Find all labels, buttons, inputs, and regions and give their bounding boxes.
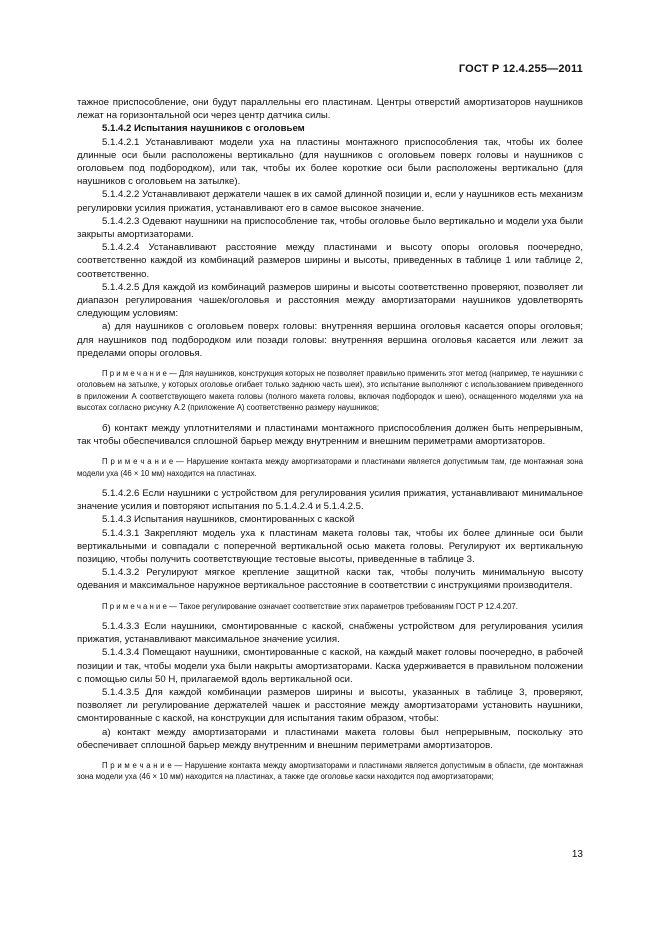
note-contact-violation: П р и м е ч а н и е — Нарушение контакта между амортизаторами и пластинами является допустимым там, где монтажная зона модели уха (46 × 10 мм) находится на пластинах. [77,457,583,478]
paragraph-continuation: тажное приспособление, они будут параллельны его пластинам. Центры отверстий амортизаторов наушников лежат на горизонтальной оси через центр датчика силы. [77,97,583,122]
section-heading-5-1-4-2: 5.1.4.2 Испытания наушников с оголовьем [102,123,305,135]
clause-5-1-4-3-3: 5.1.4.3.3 Если наушники, смонтированные с каской, снабжены устройством для регулирования усилия прижатия, устанавливают максимальное значение усилия. [77,620,583,646]
clause-5-1-4-2-2: 5.1.4.2.2 Устанавливают держатели чашек в их самой длинной позиции и, если у наушников есть механизм регулировки усилия прижатия, устанавливают его в самое высокое значение. [77,189,583,214]
clause-5-1-4-2-4: 5.1.4.2.4 Устанавливают расстояние между пластинами и высоту опоры оголовья поочередно, соответственно каждой из комбинаций размеров ширины и высоты, приведенных в таблице 1 или таблице 2, соответственно. [77,242,583,280]
list-item-b-seal-contact: б) контакт между уплотнителями и пластинами монтажного приспособления должен быть непрерывным, так чтобы обеспечивался сплошной барьер между внутренним и внешним периметрами амортизаторов. [77,422,583,447]
list-item-a-cushion-contact: а) контакт между амортизаторами и пластинами макета головы был непрерывным, поскольку это обеспечивает сплошной барьер между внутренним и внешним периметрами амортизаторов. [77,726,583,751]
section-heading-5-1-4-3: 5.1.4.3 Испытания наушников, смонтированных с каской [102,514,355,526]
clause-5-1-4-3-2: 5.1.4.3.2 Регулируют мягкое крепление защитной каски так, чтобы получить минимальную высоту одевания и максимальное наружное вертикальное расстояние в соответствии с инструкциями производителя. [77,567,583,592]
note-helmet-contact: П р и м е ч а н и е — Нарушение контакта между амортизаторами и пластинами является допустимым в области, где монтажная зона модели уха (46 × 10 мм) находится на пластинах, а также где оголовье каски находится под амортизаторами; [77,760,583,782]
clause-5-1-4-2-5: 5.1.4.2.5 Для каждой из комбинаций размеров ширины и высоты соответственно проверяют, позволяет ли диапазон регулирования чашек/оголовья и расстояния между амортизаторами наушников удовлетворять следующим условиям: [77,281,583,320]
document-body [77,96,583,783]
page-number: 13 [571,849,583,860]
clause-5-1-4-3-5: 5.1.4.3.5 Для каждой комбинации размеров ширины и высоты, указанных в таблице 3, проверяют, позволяет ли регулирование держателей чашек и расстояние между амортизаторами установить наушники, смонтированные с каской, на конструкции для испытания таким образом, чтобы: [77,686,583,725]
clause-5-1-4-3-1: 5.1.4.3.1 Закрепляют модель уха к пластинам макета головы так, чтобы их более длинные оси были вертикальными и совпадали с поперечной вертикальной осью макета головы. Регулируют их вертикальную позицию, чтобы получить соответствующие тестовые высоты, приведенные в таблице 3. [77,527,583,565]
document-standard-header: ГОСТ Р 12.4.255—2011 [458,63,583,75]
clause-5-1-4-2-6: 5.1.4.2.6 Если наушники с устройством для регулирования усилия прижатия, устанавливают минимальное значение усилия и повторяют испытания по 5.1.4.2.4 и 5.1.4.2.5. [77,487,583,513]
clause-5-1-4-3-4: 5.1.4.3.4 Помещают наушники, смонтированные с каской, на каждый макет головы поочередно, в рабочей позиции и так, чтобы модели уха были накрыты амортизаторами. Каска удерживается в правильном положении с помощью силы 50 Н, прилагаемой вдоль вертикальной оси. [77,647,583,685]
clause-5-1-4-2-3: 5.1.4.2.3 Одевают наушники на приспособление так, чтобы оголовье было вертикально и модели уха были закрыты амортизаторами. [77,215,583,241]
note-regulation-gost: П р и м е ч а н и е — Такое регулирование означает соответствие этих параметров требованиям ГОСТ Р 12.4.207. [102,601,518,611]
clause-5-1-4-2-1: 5.1.4.2.1 Устанавливают модели уха на пластины монтажного приспособления так, чтобы их более длинные оси были расположены вертикально (для наушников с оголовьем поверх головы и наушников с оголовьем под подбородком), или так, чтобы их более короткие оси были расположены вертикально (для наушников с оголовьем на затылке). [77,136,583,188]
note-headband-method: П р и м е ч а н и е — Для наушников, конструкция которых не позволяет правильно применить этот метод (например, те наушники с оголовьем на затылке, у которых оголовье огибает только заднюю часть шеи), это испытание выполняют с использованием приведенного в приложении А соответствующего макета головы (полного макета головы, включая подбородок и шею), оснащенного моделями уха на высотах согласно рисунку А.2 (приложение А) соответственно размеру наушников; [77,369,584,413]
list-item-a-headband: а) для наушников с оголовьем поверх головы: внутренняя вершина оголовья касается опоры оголовья; для наушников под подбородком или позади головы: внутренняя вершина оголовья касается или лежит за пределами опоры оголовья. [77,321,583,359]
